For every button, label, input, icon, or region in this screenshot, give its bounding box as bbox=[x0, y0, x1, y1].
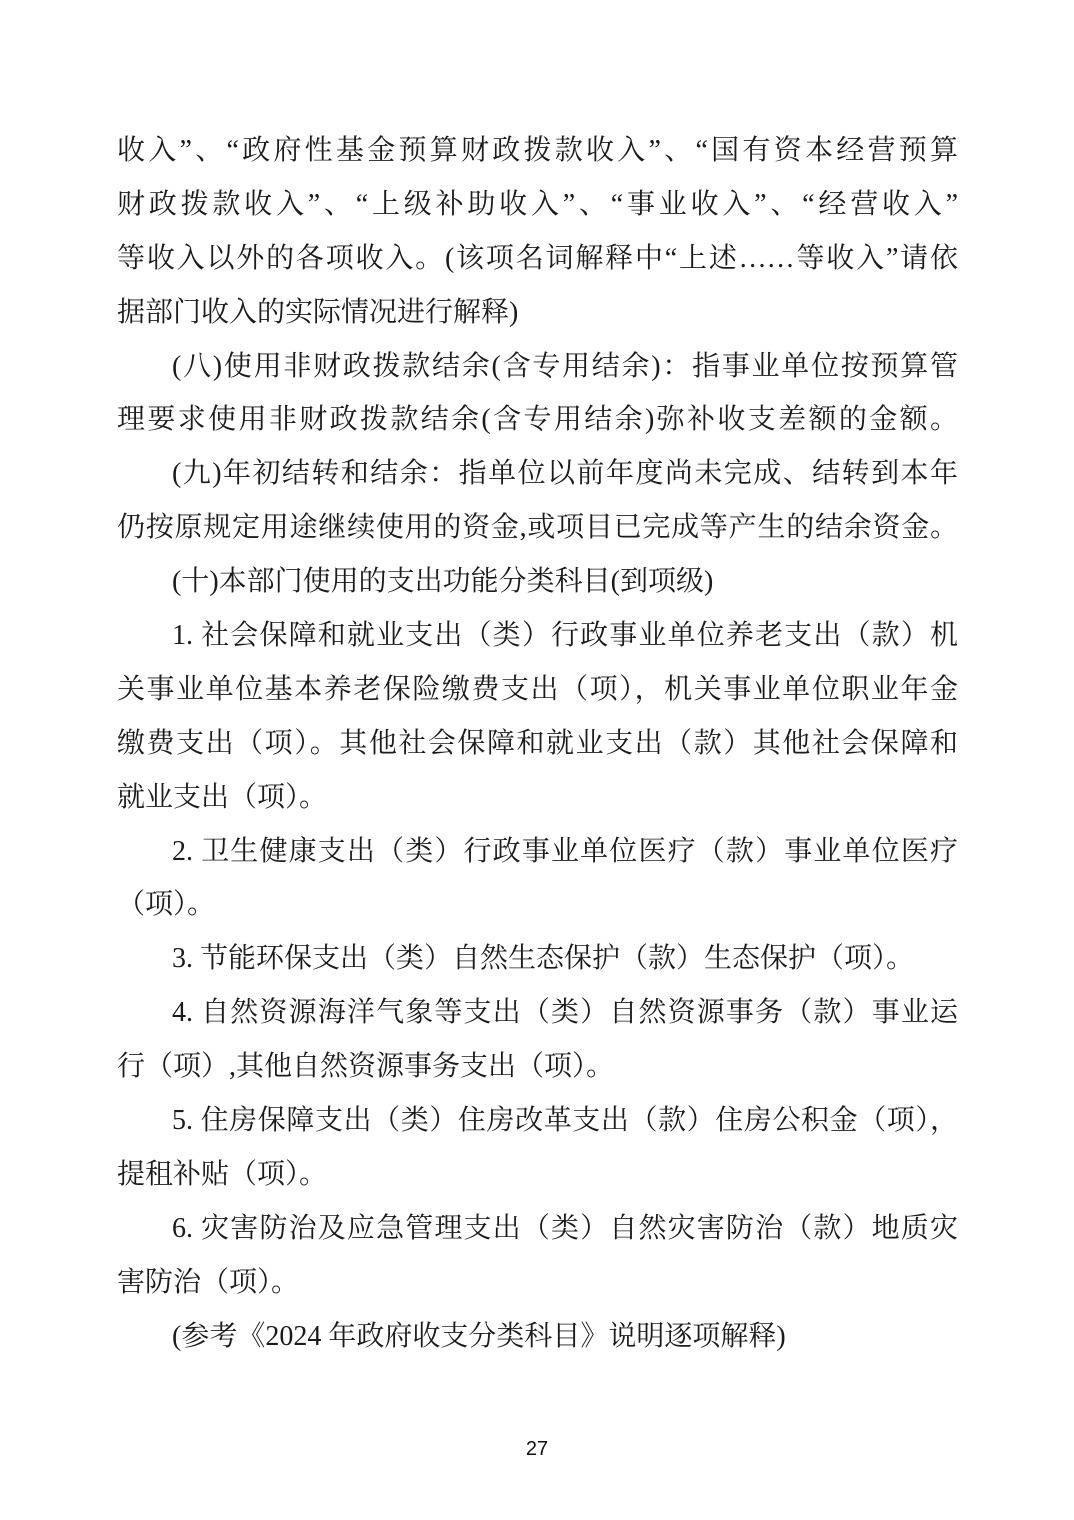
text-line: (十)本部门使用的支出功能分类科目(到项级) bbox=[172, 566, 714, 598]
document-body bbox=[117, 124, 958, 1363]
text-line: 仍按原规定用途继续使用的资金,或项目已完成等产生的结余资金。 bbox=[117, 512, 958, 544]
text-line: (参考《2024 年政府收支分类科目》说明逐项解释) bbox=[172, 1320, 786, 1352]
page-number: 27 bbox=[525, 1438, 549, 1460]
text-line: 缴费支出（项）。其他社会保障和就业支出（款）其他社会保障和 bbox=[117, 727, 958, 759]
text-line: 3. 节能环保支出（类）自然生态保护（款）生态保护（项）。 bbox=[172, 943, 915, 975]
text-line: 据部门收入的实际情况进行解释) bbox=[117, 296, 519, 328]
text-line: 就业支出（项）。 bbox=[117, 781, 328, 813]
text-line: 理要求使用非财政拨款结余(含专用结余)弥补收支差额的金额。 bbox=[117, 404, 958, 436]
text-line: 5. 住房保障支出（类）住房改革支出（款）住房公积金（项）， bbox=[172, 1105, 958, 1137]
text-line: 1. 社会保障和就业支出（类）行政事业单位养老支出（款）机 bbox=[172, 620, 958, 652]
text-line: 行（项）,其他自然资源事务支出（项）。 bbox=[117, 1051, 615, 1083]
text-line: (九)年初结转和结余：指单位以前年度尚未完成、结转到本年 bbox=[172, 458, 958, 490]
text-line: 2. 卫生健康支出（类）行政事业单位医疗（款）事业单位医疗 bbox=[172, 835, 958, 867]
text-line: (八)使用非财政拨款结余(含专用结余)：指事业单位按预算管 bbox=[172, 350, 958, 382]
text-line: 害防治（项）。 bbox=[117, 1266, 300, 1298]
text-line: 关事业单位基本养老保险缴费支出（项），机关事业单位职业年金 bbox=[117, 673, 958, 705]
text-line: 收入”、“政府性基金预算财政拨款收入”、“国有资本经营预算 bbox=[117, 135, 958, 166]
text-line: 提租补贴（项）。 bbox=[117, 1158, 328, 1190]
text-line: （项）。 bbox=[117, 889, 216, 921]
text-line: 4. 自然资源海洋气象等支出（类）自然资源事务（款）事业运 bbox=[172, 997, 958, 1029]
text-line: 等收入以外的各项收入。(该项名词解释中“上述……等收入”请依 bbox=[117, 242, 958, 274]
text-line: 财政拨款收入”、“上级补助收入”、“事业收入”、“经营收入” bbox=[117, 188, 958, 220]
text-line: 6. 灾害防治及应急管理支出（类）自然灾害防治（款）地质灾 bbox=[172, 1212, 958, 1244]
